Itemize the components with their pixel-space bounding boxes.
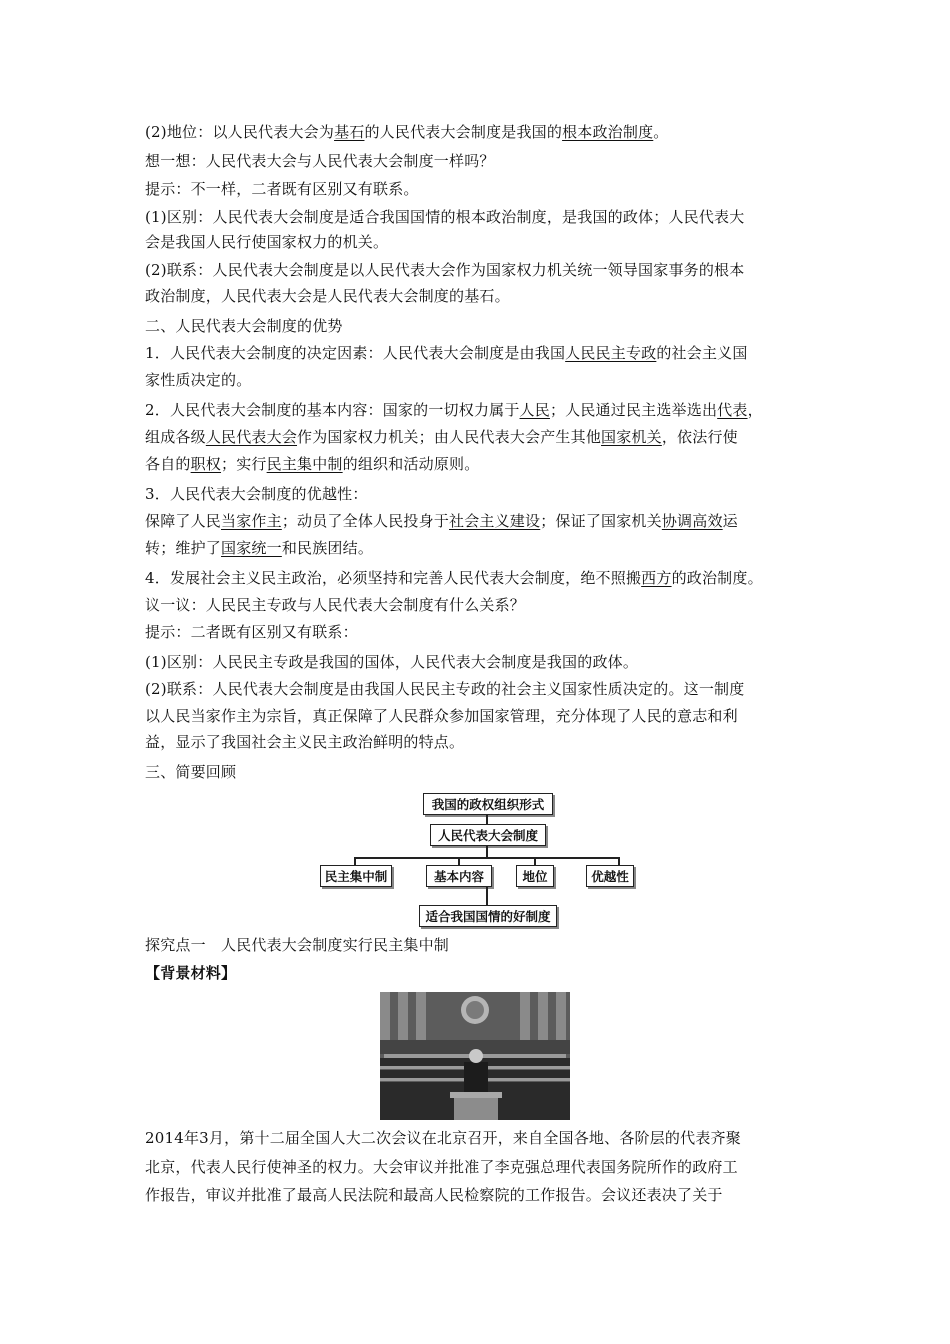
diagram-branch-3: 地位 xyxy=(516,865,554,887)
text-segment: (2)联系：人民代表大会制度是由我国人民民主专政的社会主义国家性质决定的。这一制度 xyxy=(145,680,745,698)
text-segment: ；实行 xyxy=(221,455,267,473)
text-segment: 二、人民代表大会制度的优势 xyxy=(145,317,343,335)
text-segment: (2)联系：人民代表大会制度是以人民代表大会作为国家权力机关统一领导国家事务的根本 xyxy=(145,261,745,279)
material-line: 北京，代表人民行使神圣的权力。大会审议并批准了李克强总理代表国务院所作的政府工 xyxy=(145,1158,738,1176)
text-segment: 以人民当家作主为宗旨，真正保障了人民群众参加国家管理，充分体现了人民的意志和利 xyxy=(145,707,738,725)
text-line xyxy=(145,652,815,672)
text-segment: (2)地位：以人民代表大会为 xyxy=(145,123,335,141)
underlined-term: 社会主义建设 xyxy=(449,512,541,530)
text-line xyxy=(145,511,815,531)
congress-photo-illustration xyxy=(380,992,570,1120)
text-segment: 运 xyxy=(722,512,738,530)
text-line xyxy=(145,122,815,142)
text-segment: 作为国家权力机关；由人民代表大会产生其他 xyxy=(297,428,602,446)
text-line xyxy=(145,732,815,752)
text-line xyxy=(145,538,815,558)
text-segment: ；动员了全体人民投身于 xyxy=(281,512,450,530)
review-diagram xyxy=(318,793,634,927)
text-segment: 3．人民代表大会制度的优越性： xyxy=(145,485,368,503)
text-line xyxy=(145,706,815,726)
text-line xyxy=(145,679,815,699)
text-line xyxy=(145,484,815,504)
diagram-branch-4: 优越性 xyxy=(586,865,634,887)
text-segment: ；保证了国家机关 xyxy=(540,512,662,530)
underlined-term: 民主集中制 xyxy=(266,455,343,473)
text-segment: 三、简要回顾 xyxy=(145,763,237,781)
material-line: 2014年3月，第十二届全国人大二次会议在北京召开，来自全国各地、各阶层的代表齐聚 xyxy=(145,1129,741,1147)
underlined-term: 根本政治制度 xyxy=(562,123,654,141)
text-segment: (1)区别：人民民主专政是我国的国体，人民代表大会制度是我国的政体。 xyxy=(145,653,639,671)
material-line: 作报告，审议并批准了最高人民法院和最高人民检察院的工作报告。会议还表决了关于 xyxy=(145,1186,723,1204)
section-title: 探究点一 人民代表大会制度实行民主集中制 xyxy=(145,936,450,954)
text-segment: 提示：二者既有区别又有联系： xyxy=(145,623,358,641)
underlined-term: 人民 xyxy=(519,401,550,419)
text-segment: (1)区别：人民代表大会制度是适合我国国情的根本政治制度，是我国的政体；人民代表大 xyxy=(145,208,745,226)
underlined-term: 协调高效 xyxy=(661,512,723,530)
diagram-branch-2: 基本内容 xyxy=(426,865,492,887)
text-segment: 的政治制度。 xyxy=(671,569,763,587)
text-segment: 2．人民代表大会制度的基本内容：国家的一切权力属于 xyxy=(145,401,520,419)
text-segment: 转；维护了 xyxy=(145,539,222,557)
text-segment: 的人民代表大会制度是我国的 xyxy=(364,123,563,141)
text-segment: ， xyxy=(747,401,763,419)
text-line xyxy=(145,151,815,171)
underlined-term: 人民代表大会 xyxy=(205,428,298,446)
text-line xyxy=(145,568,815,588)
text-segment: ，依法行使 xyxy=(661,428,738,446)
underlined-term: 当家作主 xyxy=(221,512,282,530)
text-line xyxy=(145,260,815,280)
text-line xyxy=(145,286,815,306)
diagram-middle-box: 人民代表大会制度 xyxy=(430,824,546,846)
text-line xyxy=(145,370,815,390)
text-segment: 的组织和活动原则。 xyxy=(342,455,480,473)
text-segment: 4．发展社会主义民主政治，必须坚持和完善人民代表大会制度，绝不照搬 xyxy=(145,569,642,587)
text-segment: ；人民通过民主选举选出 xyxy=(549,401,718,419)
congress-photo xyxy=(380,992,570,1120)
text-segment: 组成各级 xyxy=(145,428,206,446)
text-segment: 会是我国人民行使国家权力的机关。 xyxy=(145,233,389,251)
text-line xyxy=(145,454,815,474)
underlined-term: 职权 xyxy=(190,455,222,473)
text-segment: 和民族团结。 xyxy=(281,539,374,557)
underlined-term: 人民民主专政 xyxy=(565,344,657,362)
text-line xyxy=(145,316,815,336)
text-line xyxy=(145,762,815,782)
diagram-top-box: 我国的政权组织形式 xyxy=(423,793,553,815)
text-line xyxy=(145,232,815,252)
text-line xyxy=(145,179,815,199)
text-line xyxy=(145,343,815,363)
text-segment: 议一议：人民民主专政与人民代表大会制度有什么关系？ xyxy=(145,596,526,614)
text-segment: 家性质决定的。 xyxy=(145,371,252,389)
text-line xyxy=(145,400,815,420)
text-line xyxy=(145,622,815,642)
text-segment: 益，显示了我国社会主义民主政治鲜明的特点。 xyxy=(145,733,465,751)
underlined-term: 基石 xyxy=(334,123,365,141)
underlined-term: 西方 xyxy=(641,569,672,587)
text-line xyxy=(145,207,815,227)
diagram-bottom-box: 适合我国国情的好制度 xyxy=(419,905,557,927)
underlined-term: 国家机关 xyxy=(601,428,662,446)
text-segment: 保障了人民 xyxy=(145,512,222,530)
underlined-term: 代表 xyxy=(717,401,748,419)
text-segment: 1．人民代表大会制度的决定因素：人民代表大会制度是由我国 xyxy=(145,344,566,362)
text-segment: 提示：不一样，二者既有区别又有联系。 xyxy=(145,180,419,198)
text-segment: 各自的 xyxy=(145,455,191,473)
text-segment: 的社会主义国 xyxy=(656,344,748,362)
text-segment: 。 xyxy=(653,123,669,141)
text-segment: 政治制度，人民代表大会是人民代表大会制度的基石。 xyxy=(145,287,510,305)
text-line xyxy=(145,595,815,615)
text-line xyxy=(145,427,815,447)
underlined-term: 国家统一 xyxy=(221,539,282,557)
diagram-branch-1: 民主集中制 xyxy=(320,865,392,887)
text-segment: 想一想：人民代表大会与人民代表大会制度一样吗？ xyxy=(145,152,495,170)
material-label: 【背景材料】 xyxy=(145,964,237,982)
